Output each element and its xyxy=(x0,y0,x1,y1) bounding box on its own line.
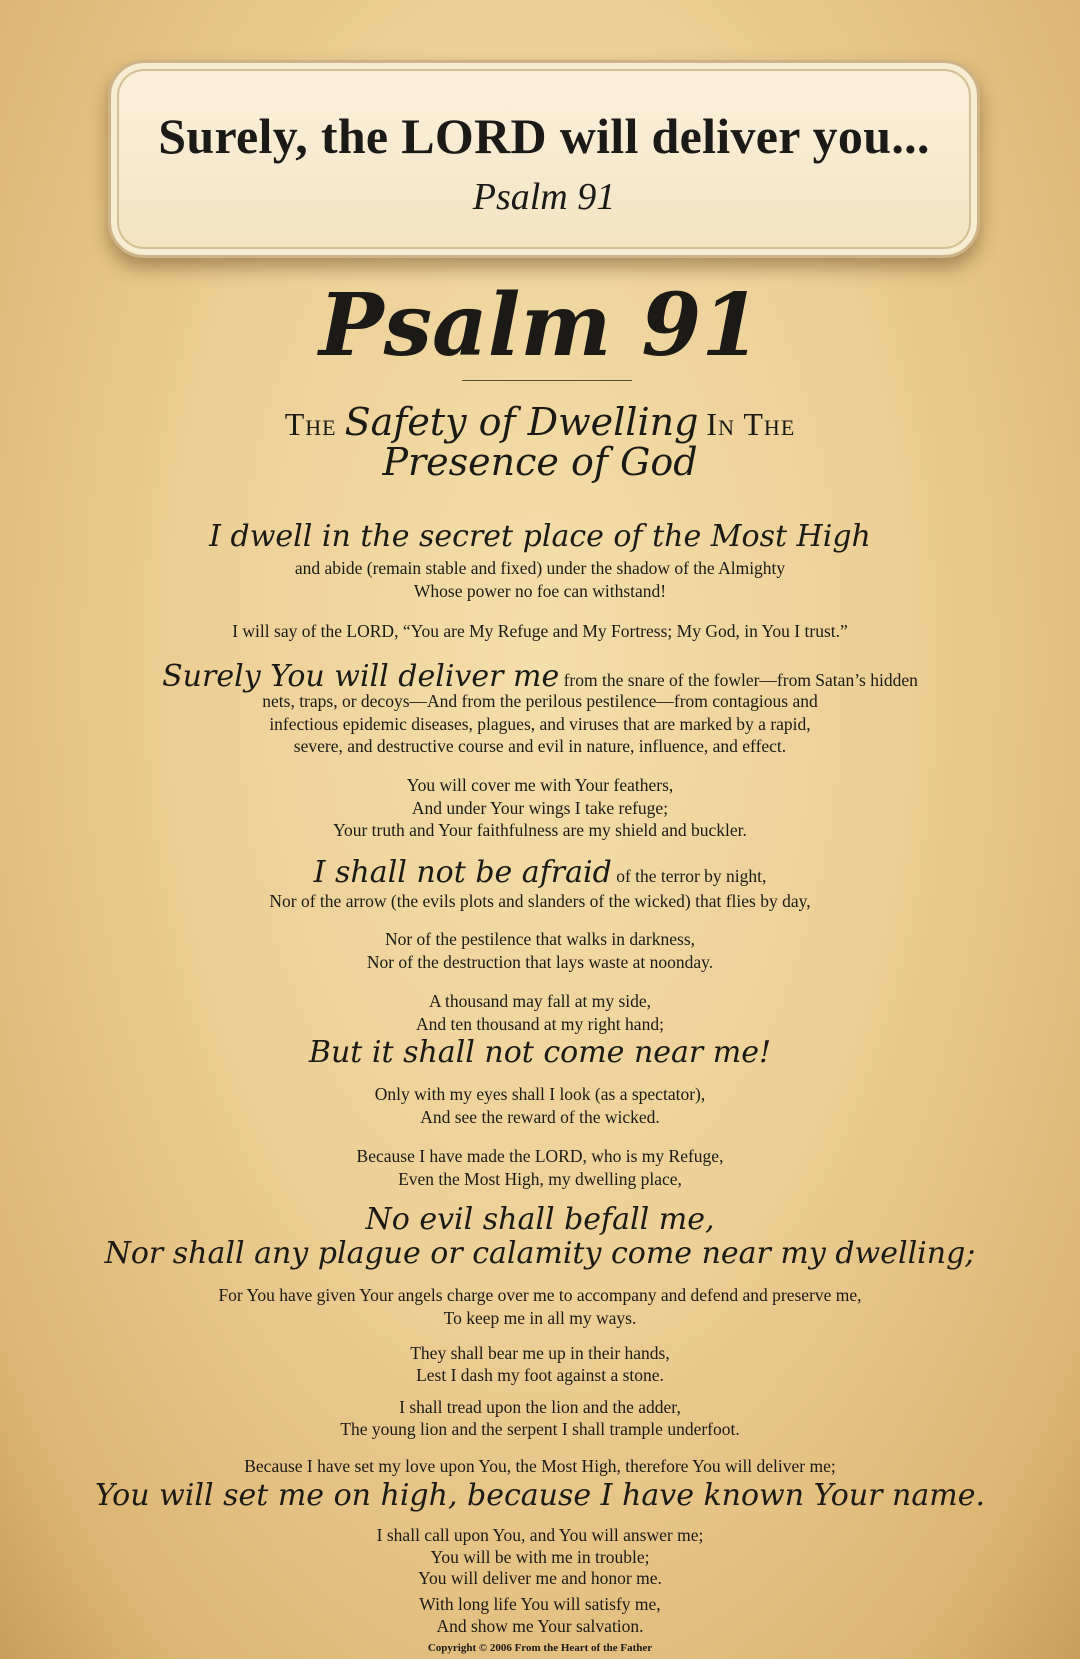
verse-7-line-1: A thousand may fall at my side, xyxy=(428,991,652,1011)
subtitle-line-1 xyxy=(0,400,1080,444)
verse-3-line-1-rest: from the snare of the fowler—from Satan’s hidden xyxy=(559,670,918,690)
verse-2-line: I will say of the LORD, “You are My Refuge and My Fortress; My God, in You I trust.” xyxy=(232,621,848,641)
verse-9-line-1: Because I have made the LORD, who is my Refuge, xyxy=(356,1146,724,1166)
verse-6-line-2: Nor of the destruction that lays waste at noonday. xyxy=(366,952,714,972)
verse-12-line-2: Lest I dash my foot against a stone. xyxy=(416,1365,664,1385)
banner-subtitle: Psalm 91 xyxy=(472,176,616,218)
title-divider xyxy=(462,380,632,381)
verse-4-line-3: Your truth and Your faithfulness are my shield and buckler. xyxy=(333,820,747,840)
subtitle-in-the: In The xyxy=(706,406,796,442)
verse-3-line-3: infectious epidemic diseases, plagues, and viruses that are marked by a rapid, xyxy=(269,714,811,734)
verse-1-line-3: Whose power no foe can withstand! xyxy=(413,581,667,601)
verse-14-script: You will set me on high, because I have known Your name. xyxy=(94,1478,985,1513)
subtitle-script: Safety of Dwelling xyxy=(344,400,699,444)
banner-title: Surely, the LORD will deliver you... xyxy=(158,108,930,164)
subtitle-the: The xyxy=(284,406,337,442)
verse-15-line-2: You will be with me in trouble; xyxy=(430,1547,650,1567)
verse-10-script-1: No evil shall befall me, xyxy=(365,1202,715,1237)
verse-7-script: But it shall not come near me! xyxy=(308,1035,772,1070)
verse-4-line-1: You will cover me with Your feathers, xyxy=(406,775,674,795)
verse-11-line-2: To keep me in all my ways. xyxy=(443,1308,637,1328)
verse-14-line-1: Because I have set my love upon You, the Most High, therefore You will deliver me; xyxy=(244,1456,836,1476)
verse-8-line-1: Only with my eyes shall I look (as a spectator), xyxy=(374,1084,706,1104)
verse-3-script: Surely You will deliver me xyxy=(162,659,560,694)
verse-3-line-4: severe, and destructive course and evil in nature, influence, and effect. xyxy=(293,736,787,756)
verse-12-line-1: They shall bear me up in their hands, xyxy=(410,1343,670,1363)
verse-1-line-2: and abide (remain stable and fixed) under the shadow of the Almighty xyxy=(294,558,786,578)
verse-5-script: I shall not be afraid xyxy=(313,855,612,890)
verse-9-line-2: Even the Most High, my dwelling place, xyxy=(398,1169,682,1189)
subtitle-line-2: Presence of God xyxy=(382,440,698,484)
verse-5-line-1-rest: of the terror by night, xyxy=(611,866,767,886)
verse-13-line-2: The young lion and the serpent I shall trample underfoot. xyxy=(340,1419,740,1439)
psalm-title: Psalm 91 xyxy=(318,275,762,376)
verse-5-line-2: Nor of the arrow (the evils plots and slanders of the wicked) that flies by day, xyxy=(269,891,811,911)
verse-5-line-1 xyxy=(0,856,1080,893)
verse-7-line-2: And ten thousand at my right hand; xyxy=(416,1014,664,1034)
verse-16-line-2: And show me Your salvation. xyxy=(436,1616,644,1636)
verse-4-line-2: And under Your wings I take refuge; xyxy=(411,798,669,818)
verse-15-line-3: You will deliver me and honor me. xyxy=(418,1568,662,1588)
title-banner xyxy=(108,60,980,258)
verse-10-script-2: Nor shall any plague or calamity come near my dwelling; xyxy=(104,1236,976,1271)
verse-15-line-1: I shall call upon You, and You will answer me; xyxy=(376,1525,704,1545)
verse-6-line-1: Nor of the pestilence that walks in darkness, xyxy=(384,929,696,949)
verse-11-line-1: For You have given Your angels charge over me to accompany and defend and preserve me, xyxy=(218,1285,862,1305)
verse-8-line-2: And see the reward of the wicked. xyxy=(420,1107,660,1127)
verse-1-script: I dwell in the secret place of the Most High xyxy=(209,519,871,554)
copyright-notice: Copyright © 2006 From the Heart of the Father xyxy=(427,1642,653,1654)
verse-13-line-1: I shall tread upon the lion and the adder, xyxy=(399,1397,681,1417)
verse-16-line-1: With long life You will satisfy me, xyxy=(419,1594,661,1614)
verse-3-line-2: nets, traps, or decoys—And from the perilous pestilence—from contagious and xyxy=(262,691,818,711)
